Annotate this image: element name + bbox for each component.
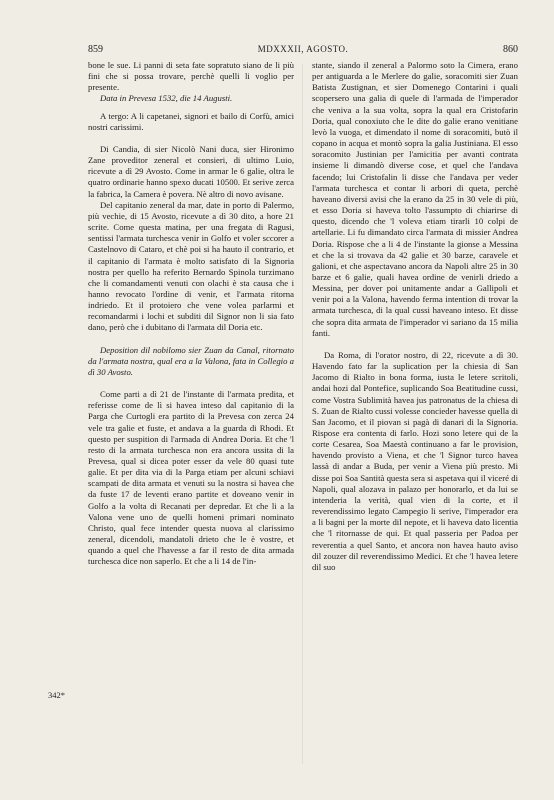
paragraph-gap (312, 339, 518, 350)
paragraph: stante, siando il zeneral a Palormo soto la Cimera, erano per antiguarda a le Merlere do galie, soracomiti sier Zuan Batista Zustignan, et sier Domenego Contarini i quali scopersero una galia di quele di l'armada de l'imperador che veniva a la sua volta, sopra la qual era Cristofarin Doria, qual conoxiuto che le dite do galie erano venitiane levò la vuoga, et dimendato il nome di soracomiti, butò il copano in acqua et montò sopra la galia Justiniana. El esso soracomito Justinian per l'amicitia per avanti contrata insieme li dimandò diverse cose, et quel che l'andava facendo; lui Cristofalin li disse che l'andava per veder l'armata turchesca et contar li arbori di queta, perchè haveano diversi avisi che la erano da 25 in 30 vele di più, et esso Doria si haveva tolto l'assumpto di chiarirse di questo, dicendo che 'l voleva etiam tirarli 10 colpi de artellarie. Li fu dimandato circa l'armata di missier Andrea Doria. Rispose che a li 4 de l'instante la gionse a Messina et che la si trovava da 42 galie et 30 barze, caravele et galioni, et che aspectavano ancora da Napoli altre 25 in 30 barze et 6 galie, quali havea ordine de venirli driedo a Messina, per dover poi unitamente andar a Gallipoli et venir poi a la Valona, havendo ferma intention di trovar la armata turchesca, di la qual cussi haveano inteso. Et disse che sopra dita armata de l'imperador vi sariano da 15 milia fanti. (312, 60, 518, 338)
paragraph: Data in Prevesa 1532, die 14 Augusti. (100, 93, 233, 104)
paragraph: Del capitanio zeneral da mar, date in porto di Palermo, più vechie, di 15 Avosto, ricevute a dì 30 dito, a hore 21 scrite. Come questa matina, per una fregata di Ragusi, sentissi l'armata turchesca venir in Golfo et voler sccorer a Castelnovo di Cataro, et chè poi si ha hauto il contrario, et il capitanio di l'armata è molto satisfato di la Signoria nostra per quello ha referito Bernardo Spinola turzimano che li comandamenti venuti con olachi è sta causa che i hanno revocato l'ordine di venir, et l'armata ritorna indriedo. Et il protoiero che vene volea parlarmi et recomandarmi i lochi et subditi dil Signor non li sia fato dano, però che i dubitano di l'armata dil Doria etc. (88, 199, 294, 333)
margin-note: 342* (48, 690, 65, 700)
paragraph-gap (88, 133, 294, 144)
paragraph: Come parti a dì 21 de l'instante di l'armata predita, et referisse come de lì si havea inteso dal capitanio di la Parga che Curtogli era partito di la Prevesa con zerca 24 vele tra galie et fuste, et andava a la guarda di Rhodi. Et questo per suspition di l'armada di Andrea Doria. Et che 'l resto di la armata turchesca non era ancora ussita di la Prevesa, qual si dicea poter esser da vele 80 quasi tute galie. Et per dita via di la Parga etiam per alcuni schiavi scampati de dita armata et venuti su la nostra si havea che da fuste 17 de leventi erano partite et doveano venir in Golfo a la volta di Recanati per depredar. Et che li a la Valona vene uno de quelli homeni primari nominato Christo, qual fece intender questa nuova al clarissimo zeneral, dicendoli, mandatoli drieto che le è vostre, et quando a quel che l'havesse a far il resto de dita armada turchesca dice non saperlo. Et che a li 14 de l'in- (88, 389, 294, 567)
paragraph: Di Candia, di sier Nicolò Nani duca, sier Hironimo Zane proveditor zeneral et consieri, di ultimo Luio, ricevute a dì 29 Avosto. Come in armar le 6 galie, oltra le quatro ordinarie hanno spexo ducati 10500. Et serive zerca la fabrica, la Camera è povera. Nè altro di novo avisane. (88, 143, 294, 199)
left-column (88, 60, 294, 568)
right-column (312, 60, 518, 573)
paragraph-gap (88, 334, 294, 345)
paragraph: A tergo: A li capetanei, signori et bailo di Corfù, amici nostri carissimi. (88, 110, 294, 132)
paragraph: Da Roma, di l'orator nostro, di 22, ricevute a dì 30. Havendo fato far la suplication per la chiesia di San Jacomo di Rialto in bona forma, iusta le letere scritoli, andai hozi dal Pontefice, suplicando Soa Beatitudine cussi, come Vostra Sublimità havea jus patronatus de la chiesa di S. Zuan de Rialto cussi volesse concieder havesse quella di San Jacomo, et il piovan si pagà di danari di la Signoria. Rispose era contenta di farlo. Hozi sono letere qui de la corte Cesarea, Soa Maestà continuano a far le provision, havendo provisto a Viena, et che 'l Signor turco havea lassà di andar a Buda, per venir a Viena più presto. Mi disse poi Soa Santità questa sera si aspetava qui il viceré di Napoli, qual alozava in palazo per honorarlo, et da lui se intenderia la verità, qual vien di la corte, et il reverendissimo legato Campegio li serive, l'imperador era a li bagni per la morte dil nepote, et li haveva dato licentia che 'l ritornasse de qui. Et qual passeria per Padoa per reverentia a quel Santo, et ancora non havea hauto aviso dil zouzer dil reverendissimo Medici. Et che 'l havea letere dil suo (312, 349, 518, 572)
page-number-right: 860 (503, 44, 518, 55)
running-title: MDXXXII, AGOSTO. (257, 44, 349, 54)
page-number-left: 859 (88, 44, 103, 55)
paragraph-gap (88, 378, 294, 389)
paragraph: bone le sue. Li panni di seta fate sopratuto siano de li più fini che si possa trovare, perchè quelli li voglio per presente. (88, 60, 294, 93)
running-header (88, 44, 518, 58)
paragraph: Deposition dil nobilomo sier Zuan da Canal, ritornato da l'armata nostra, qual era a la Valona, fata in Collegio a dì 30 Avosto. (88, 344, 294, 377)
column-gutter (302, 64, 303, 764)
